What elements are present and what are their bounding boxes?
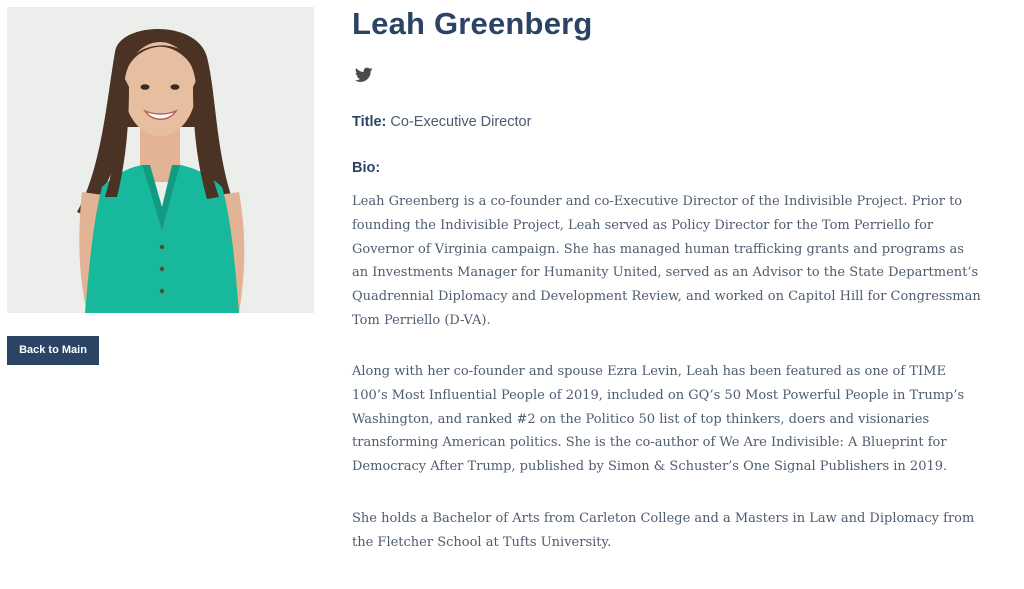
profile-photo: [7, 7, 314, 313]
bio-paragraph: She holds a Bachelor of Arts from Carleton College and a Masters in Law and Diplomacy from the Fletcher School at Tufts University.: [352, 511, 975, 550]
bio-paragraph: Along with her co-founder and spouse Ezra Levin, Leah has been featured as one of TIME 100’s Most Influential People of 2019, included on GQ’s 50 Most Powerful People in Trump’s Washington, and ranked #2 on the Politico 50 list of top thinkers, doers and visionaries transforming American politics. She is the co-author of We Are Indivisible: A Blueprint for Democracy After Trump, published by Simon & Schuster’s One Signal Publishers in 2019.: [352, 364, 965, 475]
back-to-main-button[interactable]: Back to Main: [7, 336, 99, 365]
profile-title: [352, 114, 531, 130]
profile-name: Leah Greenberg: [352, 6, 593, 41]
title-value: Co-Executive Director: [390, 114, 532, 130]
bio-paragraph: Leah Greenberg is a co-founder and co-Executive Director of the Indivisible Project. Prior to founding the Indivisible Project, Leah served as Policy Director for the Tom Perriello for Governor of Virginia campaign. She has managed human trafficking grants and programs as an Investments Manager for Humanity United, served as an Advisor to the State Department’s Quadrennial Diplomacy and Development Review, and worked on Capitol Hill for Congressman Tom Perriello (D-VA).: [352, 194, 981, 328]
twitter-icon[interactable]: [355, 67, 373, 83]
bio-label: Bio:: [352, 160, 381, 176]
title-label: Title:: [352, 114, 387, 130]
